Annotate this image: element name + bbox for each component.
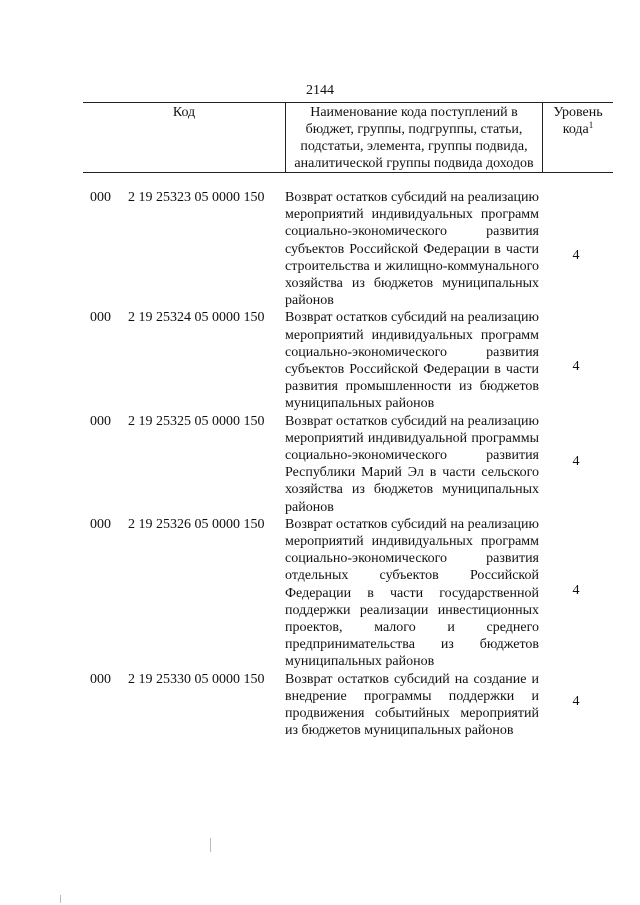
table-row [0, 309, 640, 412]
code-level: 4 [572, 453, 580, 469]
admin-code: 000 [90, 516, 111, 532]
revenue-name: Возврат остатков субсидий на создание и внедрение программы поддержки и продвижения событийных мероприятий из бюджетов муниципальных районов [285, 671, 539, 739]
column-header-code-label: Код [172, 105, 196, 120]
column-header-level-label: Уровень кода [553, 105, 603, 137]
admin-code: 000 [90, 671, 111, 687]
revenue-name: Возврат остатков субсидий на реализацию мероприятий индивидуальных программ социально-экономического развития субъектов Российской Федерации в части строительства и жилищно-коммунального хозяйства из бюджетов муниципальных районов [285, 190, 539, 309]
table-row [0, 671, 640, 740]
code-level: 4 [572, 693, 580, 709]
table-body [0, 189, 640, 740]
revenue-name: Возврат остатков субсидий на реализацию мероприятий индивидуальной программы социально-экономического развития Республики Марий Эл в части сельского хозяйства из бюджетов муниципальных районов [285, 413, 539, 515]
column-header-code [83, 103, 286, 173]
table-row [0, 516, 640, 671]
revenue-code: 2 19 25324 05 0000 150 [128, 310, 265, 326]
revenue-name: Возврат остатков субсидий на реализацию мероприятий индивидуальных программ социально-экономического развития отдельных субъектов Российской Федерации в части государственной поддержки реализации инвестиционных проектов, малого и среднего предпринимательства из бюджетов муниципальных районов [285, 516, 539, 670]
revenue-code: 2 19 25325 05 0000 150 [128, 413, 265, 429]
table-header [83, 102, 613, 173]
column-header-level [543, 103, 614, 173]
column-header-name [286, 103, 543, 173]
page-number: 2144 [306, 83, 334, 98]
admin-code: 000 [90, 413, 111, 429]
code-level: 4 [572, 248, 580, 263]
revenue-code: 2 19 25326 05 0000 150 [128, 516, 265, 532]
revenue-name: Возврат остатков субсидий на реализацию мероприятий индивидуальных программ социально-экономического развития субъектов Российской Федерации в части развития промышленности из бюджетов муниципальных районов [285, 310, 539, 412]
column-header-name-label: Наименование кода поступлений в бюджет, группы, подгруппы, статьи, подстатьи, элемента, группы подвида, аналитической группы подвида доходов [294, 105, 534, 171]
level-footnote-mark: 1 [588, 120, 594, 130]
scan-artifact [210, 838, 211, 852]
revenue-code: 2 19 25330 05 0000 150 [128, 671, 265, 687]
admin-code: 000 [90, 190, 111, 205]
code-level: 4 [572, 582, 580, 598]
revenue-code: 2 19 25323 05 0000 150 [128, 190, 265, 205]
table-row [0, 189, 640, 309]
scan-artifact [60, 895, 61, 903]
table-row [0, 413, 640, 516]
admin-code: 000 [90, 310, 111, 326]
code-level: 4 [572, 359, 580, 375]
